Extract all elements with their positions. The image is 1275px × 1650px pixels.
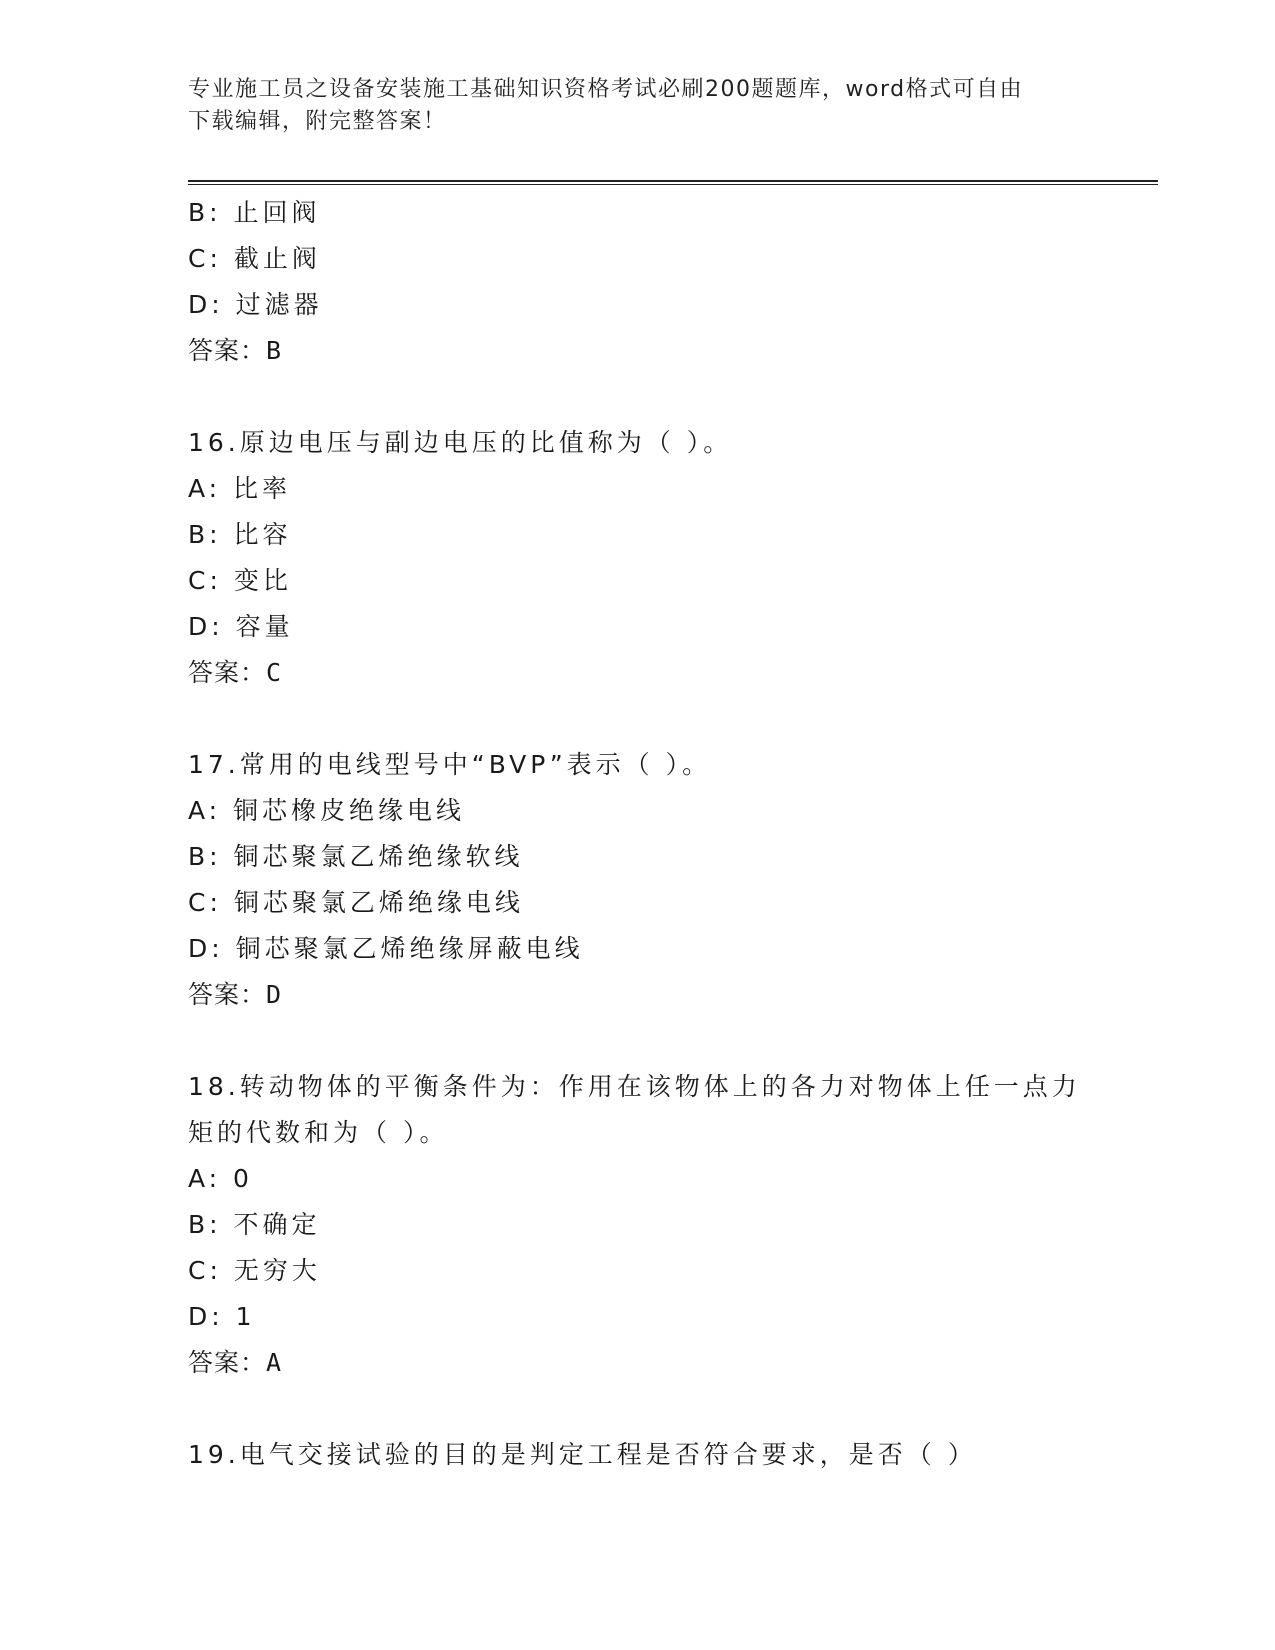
answer-line: 答案：C bbox=[188, 658, 283, 687]
option-c: C: 铜芯聚氯乙烯绝缘电线 bbox=[188, 888, 524, 917]
option-c: C: 无穷大 bbox=[188, 1256, 321, 1285]
option-b: B: 止回阀 bbox=[188, 198, 321, 227]
question-stem: 16.原边电压与副边电压的比值称为（ ）。 bbox=[188, 428, 733, 457]
option-d: D: 铜芯聚氯乙烯绝缘屏蔽电线 bbox=[188, 934, 584, 963]
answer-line: 答案：D bbox=[188, 980, 283, 1009]
document-header bbox=[188, 74, 1088, 138]
spacer bbox=[188, 1018, 1088, 1064]
question-19 bbox=[188, 1432, 1088, 1478]
option-b: B: 铜芯聚氯乙烯绝缘软线 bbox=[188, 842, 524, 871]
question-content bbox=[188, 190, 1088, 1478]
header-line-1: 专业施工员之设备安装施工基础知识资格考试必刷200题题库，word格式可自由 bbox=[188, 77, 1024, 102]
question-18 bbox=[188, 1064, 1088, 1386]
answer-line: 答案：B bbox=[188, 336, 283, 365]
option-c: C: 变比 bbox=[188, 566, 292, 595]
option-b: B: 不确定 bbox=[188, 1210, 321, 1239]
question-17 bbox=[188, 742, 1088, 1018]
header-divider-thin bbox=[188, 184, 1158, 185]
option-b: B: 比容 bbox=[188, 520, 292, 549]
answer-line: 答案：A bbox=[188, 1348, 283, 1377]
option-d: D: 过滤器 bbox=[188, 290, 323, 319]
option-c: C: 截止阀 bbox=[188, 244, 321, 273]
option-a: A: 铜芯橡皮绝缘电线 bbox=[188, 796, 466, 825]
question-stem-continued: 矩的代数和为（ ）。 bbox=[188, 1118, 449, 1147]
question-15-continued bbox=[188, 190, 1088, 374]
question-16 bbox=[188, 420, 1088, 696]
question-stem: 19.电气交接试验的目的是判定工程是否符合要求，是否（ ） bbox=[188, 1440, 977, 1469]
spacer bbox=[188, 374, 1088, 420]
option-a: A: 比率 bbox=[188, 474, 292, 503]
option-d: D: 容量 bbox=[188, 612, 294, 641]
question-stem: 17.常用的电线型号中“BVP”表示（ ）。 bbox=[188, 750, 712, 779]
option-a: A: 0 bbox=[188, 1164, 253, 1193]
spacer bbox=[188, 1386, 1088, 1432]
option-d: D: 1 bbox=[188, 1302, 256, 1331]
spacer bbox=[188, 696, 1088, 742]
question-stem: 18.转动物体的平衡条件为：作用在该物体上的各力对物体上任一点力 bbox=[188, 1072, 1081, 1101]
header-divider-thick bbox=[188, 180, 1158, 182]
header-line-2: 下载编辑，附完整答案！ bbox=[188, 109, 447, 134]
